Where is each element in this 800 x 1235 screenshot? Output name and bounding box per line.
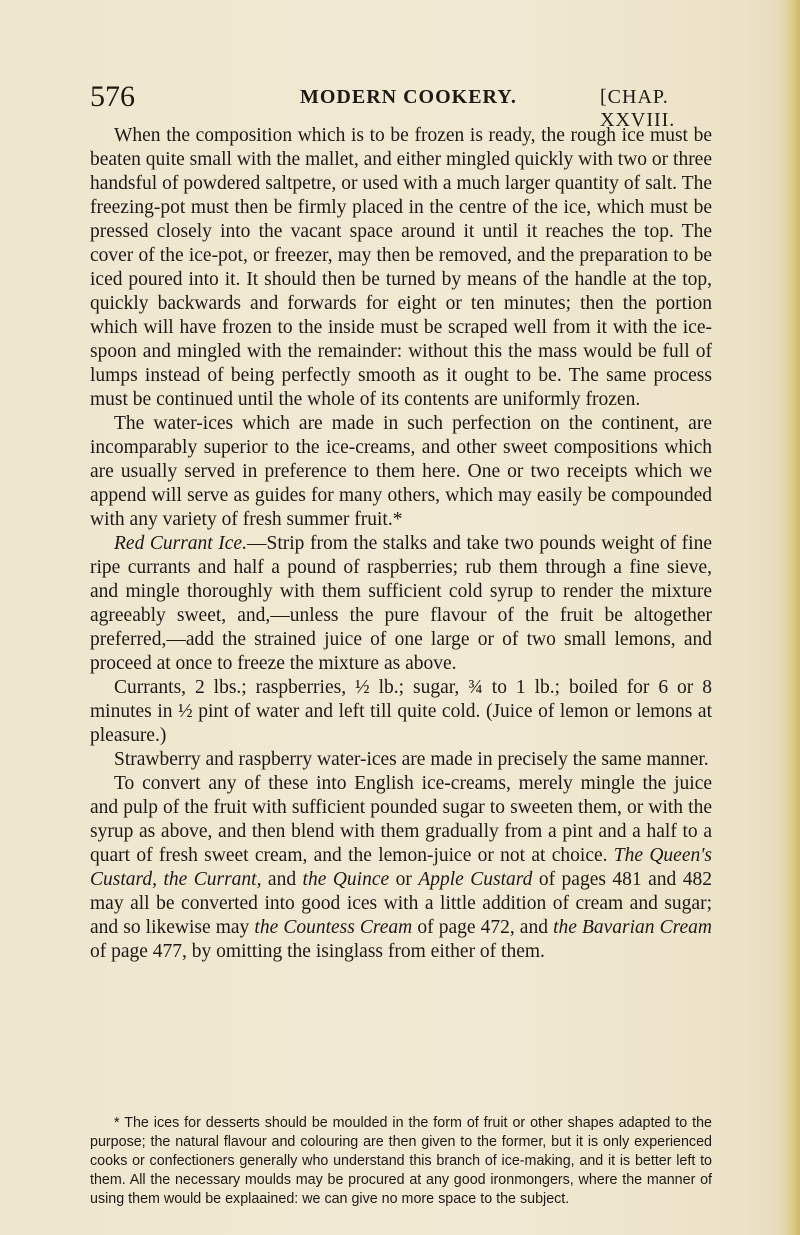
convert-text-b: and [261,869,303,890]
running-title: MODERN COOKERY. [300,86,517,108]
paragraph-quantities: Currants, 2 lbs.; raspberries, ½ lb.; sugar, ¾ to 1 lb.; boiled for 6 or 8 minutes in ½ pint of water and left till quite cold. (Juice of lemon or lemons at pleasure.) [90,677,712,746]
paragraph-water-ices: The water-ices which are made in such perfection on the continent, are incomparably superior to the ice-creams, and other sweet compositions which are usually served in preference to them here. One or two receipts which we append will serve as guides for many others, which may easily be compounded with any variety of fresh summer fruit.* [90,413,712,530]
paragraph-red-currant [90,532,712,676]
page-edge-stain [782,0,800,1235]
convert-italic-countess-cream: the Countess Cream [254,917,413,938]
convert-italic-bavarian-cream: the Bavarian Cream [553,917,712,938]
paragraph-strawberry: Strawberry and raspberry water-ices are made in precisely the same manner. [114,749,709,770]
convert-italic-apple-custard: Apple Custard [418,869,533,890]
chapter-label: [CHAP. XXVIII. [600,86,676,131]
footnote [90,1114,712,1209]
convert-text-d: of pages 481 and 482 may all be converted into good ices with a little addition of cream and sugar; and so likewise may [90,869,712,938]
recipe-body-red-currant: —Strip from the stalks and take two pounds weight of fine ripe currants and half a pound of raspberries; rub them through a fine sieve, and mingle thoroughly with them sufficient cold syrup to render the mixture agreeably sweet, and,—unless the pure flavour of the fruit be altogether preferred,—add the strained juice of one large or of two small lemons, and proceed at once to freeze the mixture as above. [90,533,712,674]
convert-text-f: of page 477, by omitting the isinglass from either of them. [90,941,545,962]
page-number: 576 [90,80,135,113]
page-header [90,80,710,131]
paragraph-convert [90,772,712,964]
convert-text-c: or [389,869,419,890]
convert-text-e: of page 472, and [412,917,554,938]
footnote-text: * The ices for desserts should be moulded in the form of fruit or other shapes adapted to the purpose; the natural flavour and colouring are then given to the former, but it is only experienced cooks or confectioners generally who understand this branch of ice-making, and it is better left to them. All the necessary moulds may be procured at any good ironmongers, where the manner of using them would be explaained: we can give no more space to the subject. [90,1115,712,1207]
convert-text-a: To convert any of these into English ice-creams, merely mingle the juice and pulp of the fruit with sufficient pounded sugar to sweeten them, or with the syrup as above, and then blend with them gradually from a pint and a half to a quart of fresh sweet cream, and the lemon-juice or not at choice. [90,773,712,866]
convert-italic-queens-custard: The Queen's Custard, the Currant, [90,845,712,890]
recipe-title-red-currant: Red Currant Ice. [114,533,247,554]
convert-italic-quince: the Quince [302,869,390,890]
body-text [90,124,712,964]
paragraph-freezing: When the composition which is to be frozen is ready, the rough ice must be beaten quite small with the mallet, and either mingled quickly with two or three handsful of powdered saltpetre, or used with a much larger quantity of salt. The freezing-pot must then be firmly placed in the centre of the ice, which must be pressed closely into the vacant space around it until it reaches the top. The cover of the ice-pot, or freezer, may then be removed, and the preparation to be iced poured into it. It should then be turned by means of the handle at the top, quickly backwards and forwards for eight or ten minutes; then the portion which will have frozen to the inside must be scraped well from it with the ice-spoon and mingled with the remainder: without this the mass would be full of lumps instead of being perfectly smooth as it ought to be. The same process must be continued until the whole of its contents are uniformly frozen. [90,125,712,410]
